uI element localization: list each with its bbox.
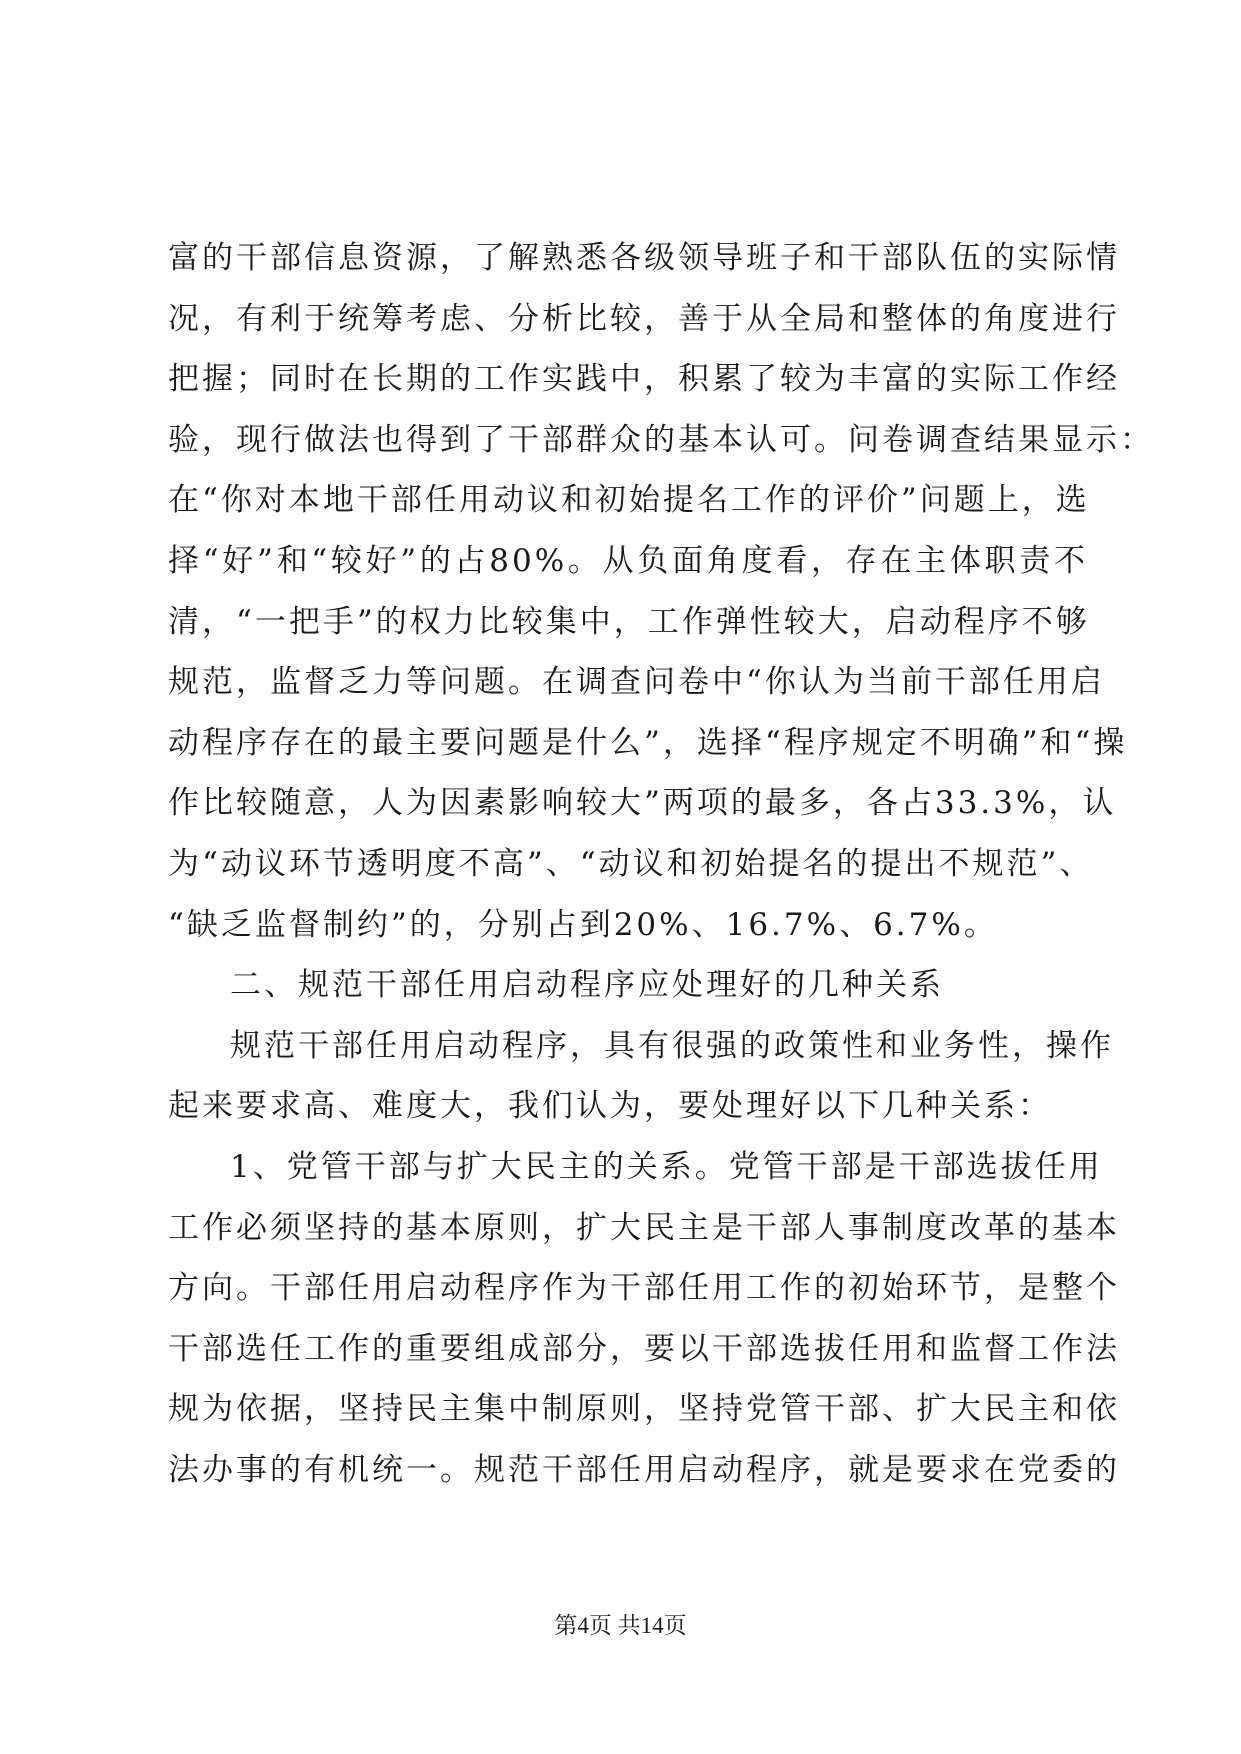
text-line: 规为依据，坚持民主集中制原则，坚持党管干部、扩大民主和依 [168,1391,1120,1428]
text-line: 规范，监督乏力等问题。在调查问卷中“你认为当前干部任用启 [168,664,1105,701]
text-line: 工作必须坚持的基本原则，扩大民主是干部人事制度改革的基本 [168,1209,1120,1246]
text-line: 起来要求高、难度大，我们认为，要处理好以下几种关系： [168,1088,1052,1125]
text-line: 动程序存在的最主要问题是什么”，选择“程序规定不明确”和“操 [168,724,1128,761]
text-line: 清，“一把手”的权力比较集中，工作弹性较大，启动程序不够 [168,603,1090,640]
text-line: 择“好”和“较好”的占80%。从负面角度看，存在主体职责不 [168,542,1088,579]
text-line: “缺乏监督制约”的，分别占到20%、16.7%、6.7%。 [168,906,998,943]
section-heading: 二、规范干部任用启动程序应处理好的几种关系 [230,967,944,1004]
text-line: 在“你对本地干部任用动议和初始提名工作的评价”问题上，选 [168,482,1090,519]
document-body [168,228,1154,1500]
text-line: 作比较随意，人为因素影响较大”两项的最多，各占33.3%，认 [168,785,1117,822]
page-number-footer: 第4页 共14页 [554,1613,687,1638]
text-line: 富的干部信息资源，了解熟悉各级领导班子和干部队伍的实际情 [168,240,1120,276]
text-line: 法办事的有机统一。规范干部任用启动程序，就是要求在党委的 [168,1451,1120,1488]
text-line: 况，有利于统筹考虑、分析比较，善于从全局和整体的角度进行 [168,300,1120,337]
text-line: 把握；同时在长期的工作实践中，积累了较为丰富的实际工作经 [168,361,1120,398]
text-line: 验，现行做法也得到了干部群众的基本认可。问卷调查结果显示： [168,421,1154,458]
text-line: 方向。干部任用启动程序作为干部任用工作的初始环节，是整个 [168,1270,1120,1307]
text-line: 为“动议环节透明度不高”、“动议和初始提名的提出不规范”、 [168,845,1094,882]
text-line: 1、党管干部与扩大民主的关系。党管干部是干部选拔任用 [230,1148,1103,1185]
text-line: 干部选任工作的重要组成部分，要以干部选拔任用和监督工作法 [168,1330,1120,1367]
text-line: 规范干部任用启动程序，具有很强的政策性和业务性，操作 [230,1027,1114,1064]
